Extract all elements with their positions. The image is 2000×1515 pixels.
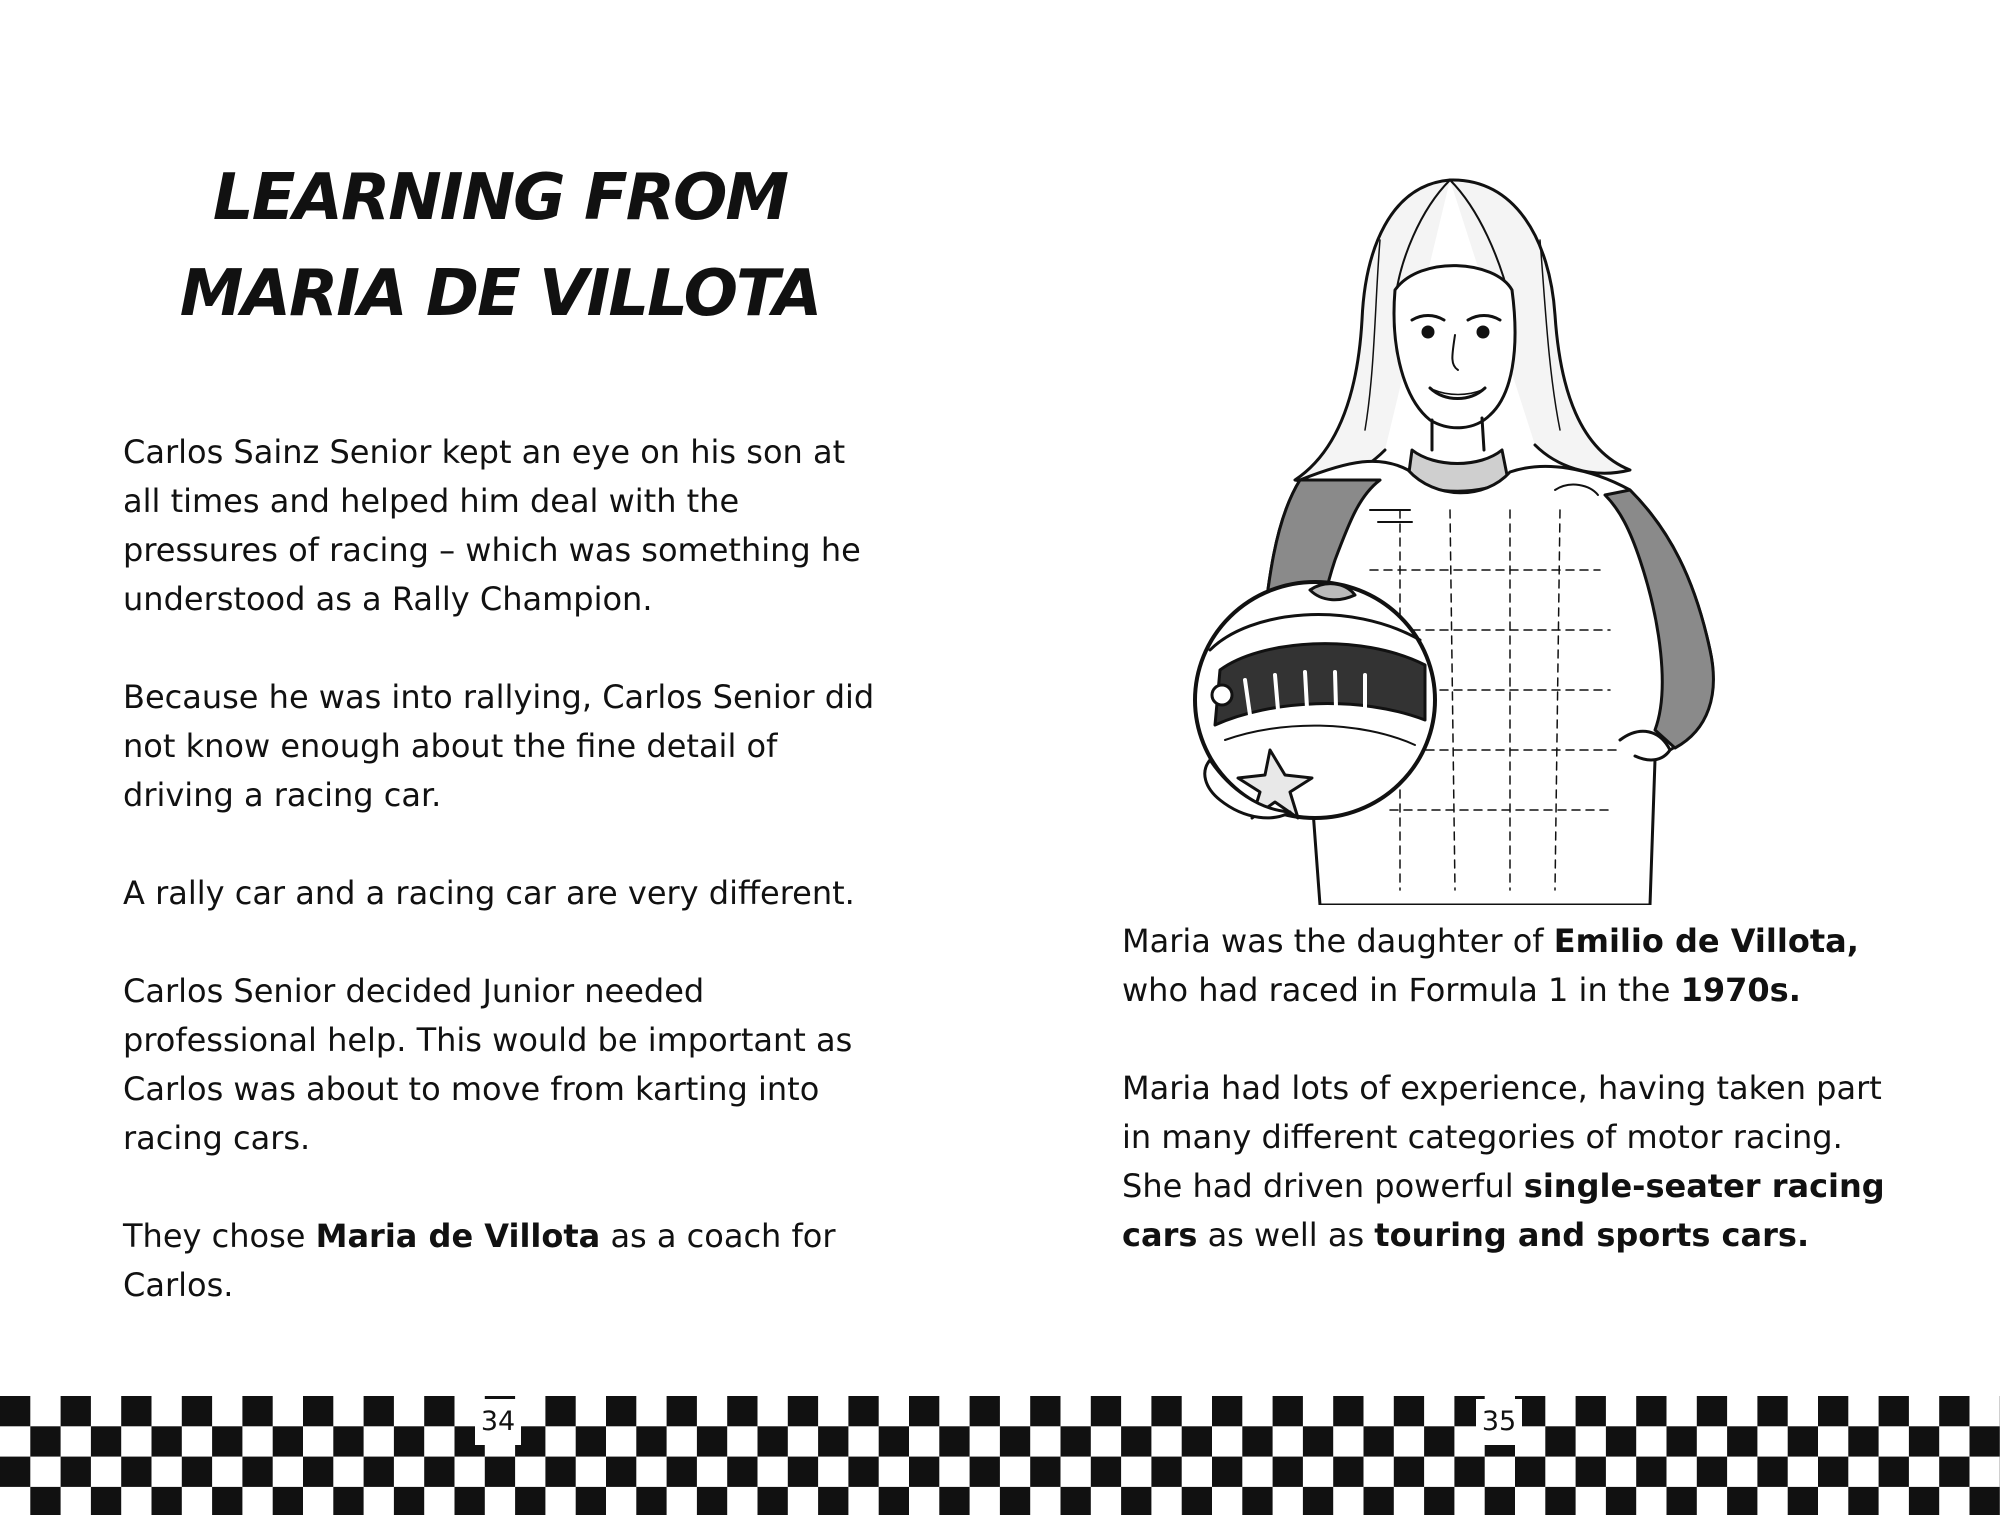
checker-square xyxy=(1636,1396,1666,1426)
checker-square xyxy=(667,1396,697,1426)
checker-square xyxy=(273,1487,303,1515)
checker-square xyxy=(1424,1487,1454,1515)
checker-square xyxy=(1667,1487,1697,1515)
paragraph: A rally car and a racing car are very different. xyxy=(123,874,855,912)
checkered-flag-footer xyxy=(0,1396,2000,1515)
text-run: as a coach for Carlos. xyxy=(123,1217,836,1304)
checker-square xyxy=(1364,1426,1394,1456)
paragraph-experience xyxy=(1122,1064,1902,1260)
checker-square xyxy=(848,1396,878,1426)
checker-square xyxy=(1394,1396,1424,1426)
checker-square xyxy=(1848,1426,1878,1456)
checker-square xyxy=(424,1457,454,1487)
checker-square xyxy=(424,1396,454,1426)
checker-square xyxy=(667,1457,697,1487)
checker-square xyxy=(273,1426,303,1456)
checker-square xyxy=(485,1457,515,1487)
checker-square xyxy=(364,1396,394,1426)
checker-square xyxy=(1788,1487,1818,1515)
checker-square xyxy=(1818,1396,1848,1426)
checker-square xyxy=(1727,1426,1757,1456)
checker-square xyxy=(1061,1487,1091,1515)
paragraph: Carlos Senior decided Junior needed professional help. This would be important as Carlos was about to move from karting into racing cars. xyxy=(123,972,853,1157)
checker-square xyxy=(1151,1396,1181,1426)
checker-square xyxy=(1818,1457,1848,1487)
checker-square xyxy=(1970,1487,2000,1515)
checker-square xyxy=(1727,1487,1757,1515)
checker-square xyxy=(606,1396,636,1426)
checker-square xyxy=(1970,1426,2000,1456)
checker-square xyxy=(1273,1457,1303,1487)
checker-square xyxy=(727,1396,757,1426)
checker-square xyxy=(1333,1457,1363,1487)
left-page-body xyxy=(123,428,883,1310)
checker-square xyxy=(91,1426,121,1456)
page-number-right: 35 xyxy=(1476,1399,1522,1445)
page-number-left: 34 xyxy=(475,1399,521,1445)
checker-square xyxy=(1424,1426,1454,1456)
checker-square xyxy=(1091,1457,1121,1487)
checker-square xyxy=(303,1457,333,1487)
checker-square xyxy=(1606,1487,1636,1515)
checker-square xyxy=(727,1457,757,1487)
checker-square xyxy=(1212,1396,1242,1426)
bold-name: Emilio de Villota, xyxy=(1553,922,1859,960)
text-run: Maria was the daughter of xyxy=(1122,922,1554,960)
right-page-body xyxy=(1122,917,1902,1260)
checker-square xyxy=(1091,1396,1121,1426)
text-run: Maria had lots of experience, having taken part in many different categories of motor racing. She had driven powerful xyxy=(1122,1069,1882,1205)
checker-square xyxy=(545,1457,575,1487)
checker-square xyxy=(1151,1457,1181,1487)
checker-square xyxy=(121,1457,151,1487)
checker-square xyxy=(939,1487,969,1515)
checker-square xyxy=(939,1426,969,1456)
text-run: as well as xyxy=(1197,1216,1375,1254)
title-line-1: LEARNING FROM xyxy=(212,161,788,235)
checker-square xyxy=(970,1457,1000,1487)
checker-square xyxy=(818,1426,848,1456)
paragraph: Because he was into rallying, Carlos Senior did not know enough about the fine detail of driving a racing car. xyxy=(123,678,875,814)
checker-square xyxy=(788,1396,818,1426)
checker-square xyxy=(333,1487,363,1515)
bold-decade: 1970s. xyxy=(1680,971,1801,1009)
checker-square xyxy=(1909,1426,1939,1456)
driver-portrait-illustration xyxy=(1150,150,1830,905)
checker-square xyxy=(697,1426,727,1456)
checker-square xyxy=(818,1487,848,1515)
checker-square xyxy=(1303,1487,1333,1515)
checker-square xyxy=(1061,1426,1091,1456)
checker-square xyxy=(1182,1487,1212,1515)
checker-square xyxy=(61,1457,91,1487)
checker-square xyxy=(758,1426,788,1456)
checker-square xyxy=(1667,1426,1697,1456)
checker-square xyxy=(879,1487,909,1515)
checker-square xyxy=(364,1457,394,1487)
checker-square xyxy=(909,1457,939,1487)
checker-square xyxy=(576,1426,606,1456)
checker-square xyxy=(1545,1487,1575,1515)
checker-square xyxy=(333,1426,363,1456)
checker-square xyxy=(1757,1457,1787,1487)
checker-square xyxy=(1939,1457,1969,1487)
checker-square xyxy=(1303,1426,1333,1456)
checker-square xyxy=(970,1396,1000,1426)
checker-square xyxy=(212,1487,242,1515)
checker-square xyxy=(1333,1396,1363,1426)
checker-square xyxy=(1909,1487,1939,1515)
checker-square xyxy=(545,1396,575,1426)
bold-category: single-seater racing cars xyxy=(1122,1167,1885,1254)
checker-square xyxy=(1757,1396,1787,1426)
checker-square xyxy=(1273,1396,1303,1426)
page-title xyxy=(120,150,880,342)
checker-square xyxy=(152,1426,182,1456)
checker-square xyxy=(1576,1457,1606,1487)
checker-square xyxy=(1030,1396,1060,1426)
checker-square xyxy=(576,1487,606,1515)
checker-square xyxy=(212,1426,242,1456)
checker-square xyxy=(1515,1457,1545,1487)
checker-square xyxy=(1212,1457,1242,1487)
checker-square xyxy=(394,1426,424,1456)
checker-square xyxy=(303,1396,333,1426)
checker-square xyxy=(1879,1457,1909,1487)
checker-square xyxy=(1576,1396,1606,1426)
checker-square xyxy=(1545,1426,1575,1456)
checker-square xyxy=(1788,1426,1818,1456)
bold-name: Maria de Villota xyxy=(315,1217,601,1255)
paragraph-coach xyxy=(123,1212,883,1310)
text-run: They chose xyxy=(123,1217,316,1255)
checker-square xyxy=(0,1396,30,1426)
checker-square xyxy=(242,1457,272,1487)
checker-square xyxy=(0,1457,30,1487)
checker-square xyxy=(455,1487,485,1515)
checker-square xyxy=(30,1487,60,1515)
checker-square xyxy=(1242,1426,1272,1456)
checker-square xyxy=(909,1396,939,1426)
checker-square xyxy=(61,1396,91,1426)
paragraph-emilio xyxy=(1122,917,1902,1015)
checker-square xyxy=(1697,1396,1727,1426)
checker-square xyxy=(242,1396,272,1426)
checker-square xyxy=(1454,1457,1484,1487)
paragraph: Carlos Sainz Senior kept an eye on his son at all times and helped him deal with the pressures of racing – which was something he understood as a Rally Champion. xyxy=(123,433,861,618)
checker-square xyxy=(788,1457,818,1487)
checker-square xyxy=(606,1457,636,1487)
checker-square xyxy=(697,1487,727,1515)
checker-square xyxy=(152,1487,182,1515)
checker-square xyxy=(848,1457,878,1487)
bold-category: touring and sports cars. xyxy=(1374,1216,1810,1254)
checker-square xyxy=(1394,1457,1424,1487)
checker-square xyxy=(1182,1426,1212,1456)
checker-square xyxy=(1485,1487,1515,1515)
checker-square xyxy=(1364,1487,1394,1515)
checker-square xyxy=(636,1426,666,1456)
checker-square xyxy=(1636,1457,1666,1487)
checker-square xyxy=(1939,1396,1969,1426)
checker-square xyxy=(515,1487,545,1515)
checker-square xyxy=(1000,1426,1030,1456)
checker-square xyxy=(91,1487,121,1515)
checker-square xyxy=(758,1487,788,1515)
checker-square xyxy=(1121,1487,1151,1515)
checker-square xyxy=(394,1487,424,1515)
checker-square xyxy=(1000,1487,1030,1515)
checker-square xyxy=(879,1426,909,1456)
checker-square xyxy=(1697,1457,1727,1487)
checker-square xyxy=(1030,1457,1060,1487)
checker-square xyxy=(182,1457,212,1487)
text-run: who had raced in Formula 1 in the xyxy=(1122,971,1681,1009)
checker-square xyxy=(1121,1426,1151,1456)
title-line-2: MARIA DE VILLOTA xyxy=(179,257,821,331)
checker-square xyxy=(30,1426,60,1456)
checker-square xyxy=(1606,1426,1636,1456)
checker-square xyxy=(121,1396,151,1426)
checker-square xyxy=(182,1396,212,1426)
checker-square xyxy=(636,1487,666,1515)
checker-square xyxy=(1879,1396,1909,1426)
checker-square xyxy=(1242,1487,1272,1515)
checker-square xyxy=(1848,1487,1878,1515)
